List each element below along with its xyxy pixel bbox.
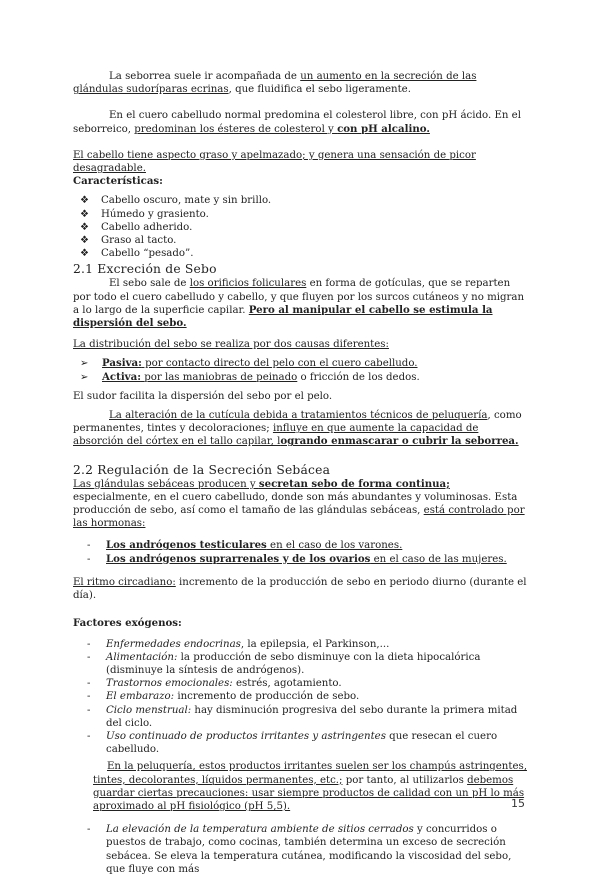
paragraph-seborrea: La seborrea suele ir acompañada de un aumento en la secreción de las glándulas sudoríparas ecrinas, que fluidifica el sebo ligeramente. <box>73 71 477 96</box>
dash-bullet-icon: - <box>87 651 91 663</box>
paragraph-sebo-sale: El sebo sale de los orificios foliculares en forma de gotículas, que se reparten por todo el cuero cabelludo y cabello, y que fluyen por los surcos cutáneos y no migran a lo largo de la superficie capilar. Pero al manipular el cabello se estimula la dispersión del sebo. <box>73 278 525 330</box>
dash-bullet-icon: - <box>87 704 91 716</box>
factores-list <box>73 638 529 757</box>
list-item: - Trastornos emocionales: estrés, agotamiento. <box>87 678 342 690</box>
paragraph-glandulas: Las glándulas sebáceas producen y secretan sebo de forma continua; especialmente, en el cuero cabelludo, donde son más abundantes y voluminosas. Esta producción de sebo, así como el tamaño de las glándulas sebáceas, está controlado por las hormonas: <box>73 477 525 530</box>
paragraph-aspecto: El cabello tiene aspecto graso y apelmazado; y genera una sensación de picor desagradable. <box>73 149 476 175</box>
caracteristicas-title: Características: <box>73 175 163 188</box>
list-item: ❖ Cabello adherido. <box>80 221 193 233</box>
factores-title: Factores exógenos: <box>73 617 182 630</box>
diamond-bullet-icon: ❖ <box>80 248 90 260</box>
list-item: - Los andrógenos testiculares en el caso de los varones. <box>87 539 403 552</box>
dash-bullet-icon: - <box>87 824 91 836</box>
diamond-bullet-icon: ❖ <box>80 221 90 233</box>
list-item-activa: ➢ Activa: por las maniobras de peinado o fricción de los dedos. <box>80 370 420 383</box>
caracteristicas-list <box>73 194 529 260</box>
arrow-bullet-icon: ➢ <box>80 358 89 370</box>
paragraph-distribucion: La distribución del sebo se realiza por dos causas diferentes: <box>73 339 389 351</box>
paragraph-sudor: El sudor facilita la dispersión del sebo por el pelo. <box>73 390 333 402</box>
list-item: - Ciclo menstrual: hay disminución progresiva del sebo durante la primera mitad del ciclo. <box>87 704 518 729</box>
list-item-pasiva: ➢ Pasiva: por contacto directo del pelo con el cuero cabelludo. <box>80 357 418 370</box>
dash-bullet-icon: - <box>87 691 91 703</box>
distribucion-list <box>73 357 529 383</box>
factores-list-continued <box>73 823 529 876</box>
list-item: - Enfermedades endocrinas, la epilepsia, el Parkinson,... <box>87 638 390 650</box>
section-heading-excrecion: 2.1 Excreción de Sebo <box>73 262 217 277</box>
list-item: - Alimentación: la producción de sebo disminuye con la dieta hipocalórica (disminuye la síntesis de andrógenos). <box>87 651 481 676</box>
page-number: 15 <box>511 797 525 810</box>
list-item: ❖ Cabello oscuro, mate y sin brillo. <box>80 195 272 207</box>
dash-bullet-icon: - <box>87 730 91 742</box>
list-item: ❖ Cabello “pesado”. <box>80 248 194 260</box>
paragraph-colesterol: En el cuero cabelludo normal predomina el colesterol libre, con pH ácido. En el seborreico, predominan los ésteres de colesterol y con pH alcalino. <box>73 110 521 135</box>
hormonas-list <box>73 539 529 565</box>
paragraph-cuticula: La alteración de la cutícula debida a tratamientos técnicos de peluquería, como permanentes, tintes y decoloraciones; influye en que aumente la capacidad de absorción del córtex en el tallo capilar, logrando enmascarar o cubrir la seborrea. <box>73 410 522 448</box>
dash-bullet-icon: - <box>87 540 91 552</box>
diamond-bullet-icon: ❖ <box>80 195 90 207</box>
list-item: - Los andrógenos suprarrenales y de los ovarios en el caso de las mujeres. <box>87 552 507 565</box>
dash-bullet-icon: - <box>87 553 91 565</box>
list-item: - Uso continuado de productos irritantes y astringentes que resecan el cuero cabelludo. <box>87 730 498 756</box>
section-heading-regulacion: 2.2 Regulación de la Secreción Sebácea <box>73 462 331 477</box>
dash-bullet-icon: - <box>87 638 91 650</box>
paragraph-peluqueria: En la peluquería, estos productos irritantes suelen ser los champús astringentes, tintes, decolorantes, líquidos permanentes, etc.; por tanto, al utilizarlos debemos guardar ciertas precauciones: usar siempre productos de calidad con un pH lo más aproximado al pH fisiológico (pH 5,5). <box>93 761 527 812</box>
document-page <box>73 70 529 876</box>
diamond-bullet-icon: ❖ <box>80 235 90 247</box>
arrow-bullet-icon: ➢ <box>80 371 89 383</box>
list-item: ❖ Húmedo y grasiento. <box>80 208 209 220</box>
paragraph-ritmo-circadiano: El ritmo circadiano: incremento de la producción de sebo en periodo diurno (durante el día). <box>73 576 527 602</box>
list-item: - El embarazo: incremento de producción de sebo. <box>87 691 360 703</box>
list-item: ❖ Graso al tacto. <box>80 235 177 247</box>
dash-bullet-icon: - <box>87 678 91 690</box>
diamond-bullet-icon: ❖ <box>80 208 90 220</box>
list-item: - La elevación de la temperatura ambiente de sitios cerrados y concurridos o puestos de trabajo, como cocinas, también determina un exceso de secreción sebácea. Se eleva la temperatura cutánea, modificando la viscosidad del sebo, que fluye con más <box>87 824 512 875</box>
